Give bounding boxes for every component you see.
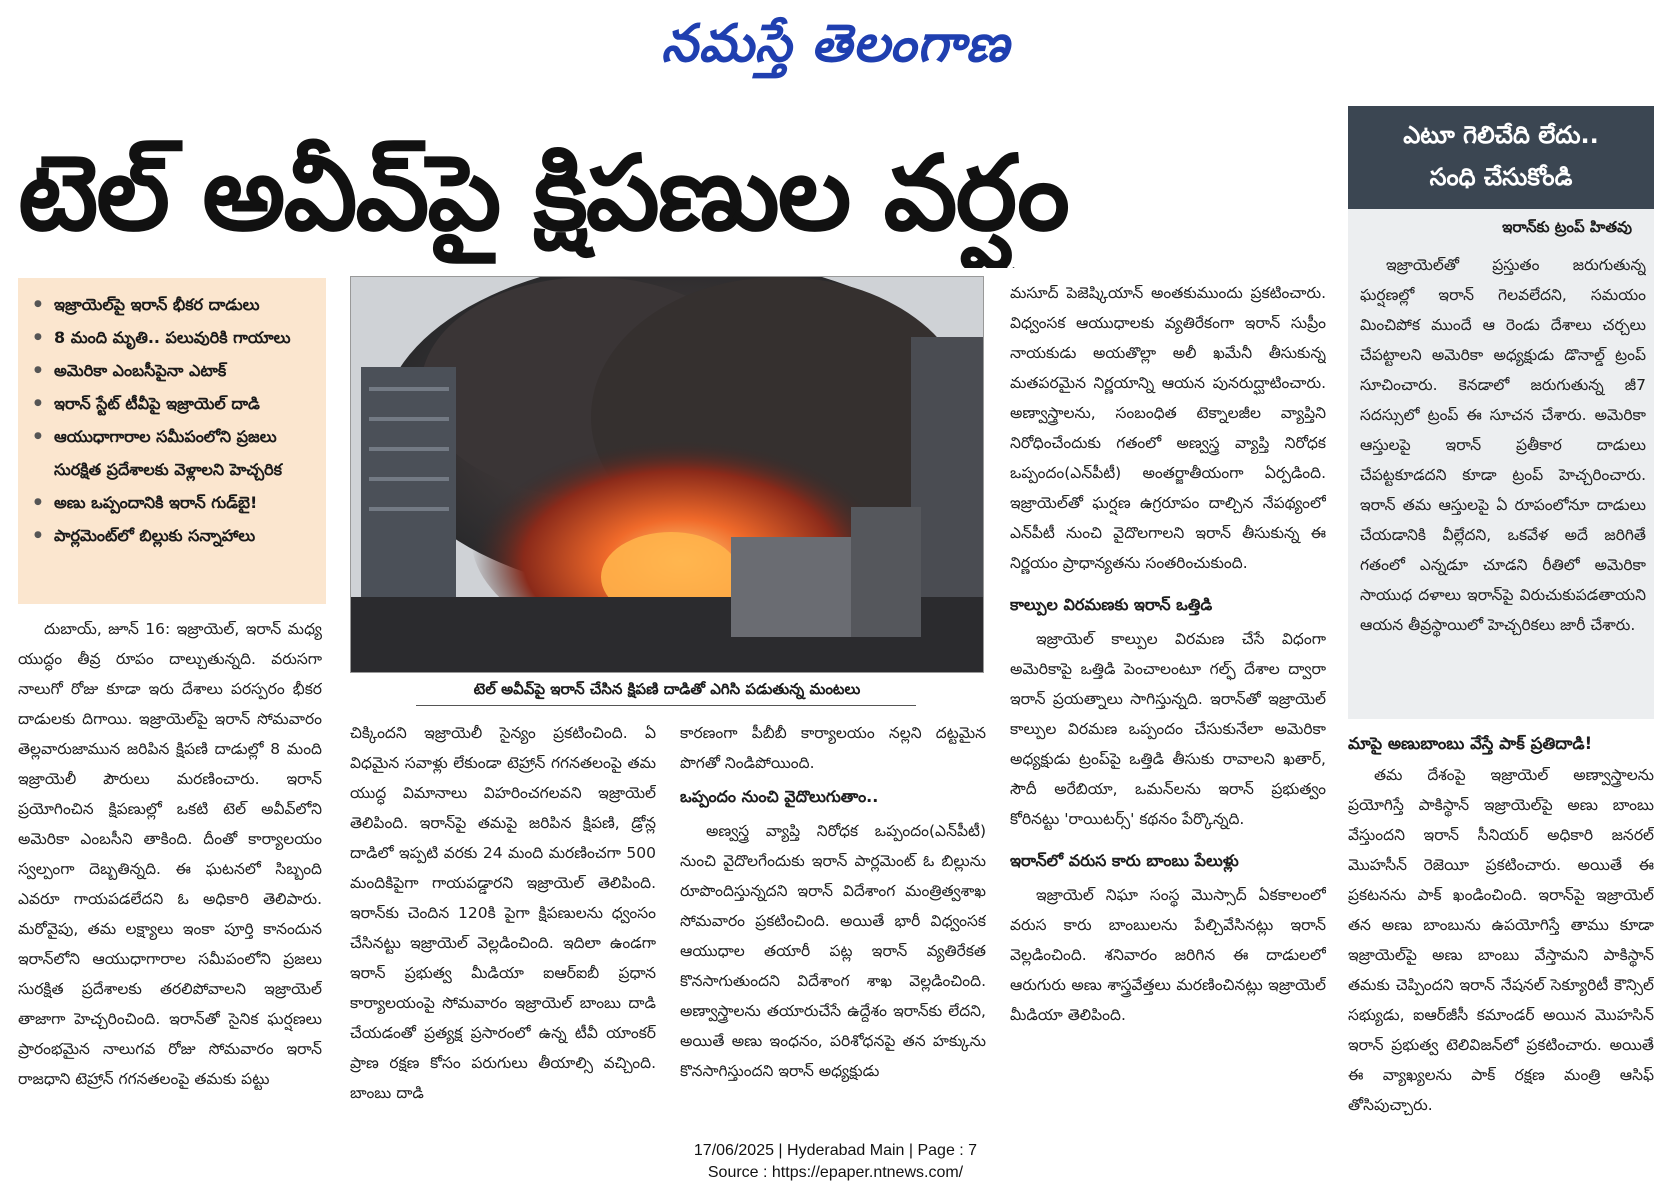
highlights-box xyxy=(18,278,326,604)
article-column-2 xyxy=(350,718,656,1134)
article-paragraph: కారణంగా పీబీబీ కార్యాలయం నల్లని దట్టమైన పొగతో నిండిపోయింది. xyxy=(680,724,986,772)
page-footer xyxy=(0,1140,1671,1184)
article-paragraph: మసూద్ పెజెష్కియాన్ అంతకుముందు ప్రకటించారు. విధ్వంసక ఆయుధాలకు వ్యతిరేకంగా ఇరాన్ సుప్రీం నాయకుడు అయతొల్లా అలీ ఖమేనీ తీసుకున్న మతపరమైన నిర్ణయాన్ని ఆయన పునరుద్ఘాటించారు. అణ్వాస్త్రాలను, సంబంధిత టెక్నాలజీల వ్యాప్తిని నిరోధించేందుకు గతంలో అణ్వస్త్ర వ్యాప్తి నిరోధక ఒప్పందం(ఎన్‌పీటీ) అంతర్జాతీయంగా ఏర్పడింది. ఇజ్రాయెల్‌తో ఘర్షణ ఉగ్రరూపం దాల్చిన నేపథ్యంలో ఎన్‌పీటీ నుంచి వైదొలగాలని ఇరాన్ తీసుకున్న ఈ నిర్ణయం ప్రాధాన్యతను సంతరించుకుంది. xyxy=(1010,284,1326,572)
sidebar-title-box xyxy=(1348,106,1654,209)
section-subhead: ఇరాన్‌లో వరుస కారు బాంబు పేలుళ్లు xyxy=(1010,851,1239,870)
sidebar-article xyxy=(1360,250,1646,710)
headline: టెల్ అవీవ్‌పై క్షిపణుల వర్షం xyxy=(18,132,1068,254)
highlight-item: ● ఇరాన్ స్టేట్ టీవీపై ఇజ్రాయెల్ దాడి xyxy=(32,387,318,420)
article-column-3 xyxy=(680,718,986,1134)
sidebar-title-line1: ఎటూ గెలిచేది లేదు.. xyxy=(1403,121,1599,149)
article-column-1 xyxy=(18,614,322,1134)
side-story-subhead: మాపై అణుబాంబు వేస్తే పాక్ ప్రతిదాడి! xyxy=(1348,734,1593,753)
photo-caption: టెల్ అవీవ్‌పై ఇరాన్ చేసిన క్షిపణి దాడితో ఎగిసి పడుతున్న మంటలు xyxy=(473,680,861,698)
highlight-item: ● 8 మంది మృతి.. పలువురికి గాయాలు xyxy=(32,321,318,354)
highlight-item: ● అణు ఒప్పందానికి ఇరాన్ గుడ్‌బై! xyxy=(32,486,318,519)
sidebar-title-line2: సంధి చేసుకోండి xyxy=(1429,163,1573,191)
highlight-item: ● అమెరికా ఎంబసీపైనా ఎటాక్ xyxy=(32,354,318,387)
sidebar-subtitle: ఇరాన్‌కు ట్రంప్ హితవు xyxy=(1502,218,1632,236)
section-subhead: ఒప్పందం నుంచి వైదొలుగుతాం.. xyxy=(680,787,879,806)
side-story xyxy=(1348,728,1654,1134)
highlight-item: ● ఆయుధాగారాల సమీపంలోని ప్రజలు సురక్షిత ప్రదేశాలకు వెళ్లాలని హెచ్చరిక xyxy=(32,420,318,486)
highlight-item: ● పార్లమెంట్‌లో బిల్లుకు సన్నాహాలు xyxy=(32,519,318,552)
article-paragraph: దుబాయ్, జూన్ 16: ఇజ్రాయెల్, ఇరాన్ మధ్య యుద్ధం తీవ్ర రూపం దాల్చుతున్నది. వరుసగా నాలుగో రోజు కూడా ఇరు దేశాలు పరస్పరం భీకర దాడులకు దిగాయి. ఇజ్రాయెల్‌పై ఇరాన్ సోమవారం తెల్లవారుజామున జరిపిన క్షిపణి దాడుల్లో 8 మంది ఇజ్రాయెలీ పౌరులు మరణించారు. ఇరాన్ ప్రయోగించిన క్షిపణుల్లో ఒకటి టెల్ అవీవ్‌లోని అమెరికా ఎంబసీని తాకింది. దీంతో కార్యాలయం స్వల్పంగా దెబ్బతిన్నది. ఈ ఘటనలో సిబ్బంది ఎవరూ గాయపడలేదని ఓ అధికారి తెలిపారు. మరోవైపు, తమ లక్ష్యాలు ఇంకా పూర్తి కానందున ఇరాన్‌లోని ఆయుధాగారాల సమీపంలోని ప్రజలు సురక్షిత ప్రదేశాలకు తరలిపోవాలని ఇజ్రాయెల్ తాజాగా హెచ్చరించింది. ఇరాన్‌తో సైనిక ఘర్షణలు ప్రారంభమైన నాలుగవ రోజు సోమవారం ఇరాన్ రాజధాని టెహ్రాన్ గగనతలంపై తమకు పట్టు xyxy=(18,620,322,1088)
footer-source: Source : https://epaper.ntnews.com/ xyxy=(707,1164,964,1181)
section-subhead: కాల్పుల విరమణకు ఇరాన్ ఒత్తిడి xyxy=(1010,595,1213,614)
news-photo-fire xyxy=(350,276,984,673)
caption-divider xyxy=(416,705,916,706)
footer-date-edition: 17/06/2025 | Hyderabad Main | Page : 7 xyxy=(693,1142,978,1159)
masthead-logo: నమస్తే తెలంగాణ xyxy=(661,13,1010,74)
highlight-item: ● ఇజ్రాయెల్‌పై ఇరాన్ భీకర దాడులు xyxy=(32,288,318,321)
article-paragraph: ఇజ్రాయెల్ కాల్పుల విరమణ చేసే విధంగా అమెరికాపై ఒత్తిడి పెంచాలంటూ గల్ఫ్ దేశాల ద్వారా ఇరాన్ ప్రయత్నాలు సాగిస్తున్నది. ఇరాన్‌తో ఇజ్రాయెల్ కాల్పుల విరమణ ఒప్పందం చేసుకునేలా అమెరికా అధ్యక్షుడు ట్రంప్‌పై ఒత్తిడి తీసుకు రావాలని ఖతార్, సౌదీ అరేబియా, ఒమన్‌లను ఇరాన్ ప్రభుత్వం కోరినట్టు 'రాయిటర్స్' కథనం పేర్కొన్నది. xyxy=(1010,630,1326,828)
article-paragraph: ఇజ్రాయెల్ నిఘా సంస్థ మొస్సాద్ ఏకకాలంలో వరుస కారు బాంబులను పేల్చివేసినట్లు ఇరాన్ వెల్లడించింది. శనివారం జరిగిన ఈ దాడులలో ఆరుగురు అణు శాస్త్రవేత్తలు మరణించినట్లు ఇజ్రాయెల్ మీడియా తెలిపింది. xyxy=(1010,886,1326,1024)
sidebar-paragraph: ఇజ్రాయెల్‌తో ప్రస్తుతం జరుగుతున్న ఘర్షణల్లో ఇరాన్ గెలవలేదని, సమయం మించిపోక ముందే ఆ రెండు దేశాలు చర్చలు చేపట్టాలని అమెరికా అధ్యక్షుడు డొనాల్డ్ ట్రంప్ సూచించారు. కెనడాలో జరుగుతున్న జీ7 సదస్సులో ట్రంప్ ఈ సూచన చేశారు. అమెరికా ఆస్తులపై ఇరాన్ ప్రతీకార దాడులు చేపట్టకూడదని కూడా ట్రంప్ హెచ్చరించారు. ఇరాన్ తమ ఆస్తులపై ఏ రూపంలోనూ దాడులు చేయడానికి వీల్లేదని, ఒకవేళ అదే జరిగితే గతంలో ఎన్నడూ చూడని రీతిలో అమెరికా సాయుధ దళాలు ఇరాన్‌పై విరుచుకుపడతాయని ఆయన తీవ్రస్థాయిలో హెచ్చరికలు జారీ చేశారు. xyxy=(1360,256,1646,634)
article-column-4 xyxy=(1010,278,1326,1134)
fire-smoke-illustration xyxy=(351,277,984,673)
article-paragraph: అణ్వస్త్ర వ్యాప్తి నిరోధక ఒప్పందం(ఎన్‌పీటీ) నుంచి వైదొలగేందుకు ఇరాన్ పార్లమెంట్ ఓ బిల్లును రూపొందిస్తున్నదని ఇరాన్ విదేశాంగ మంత్రిత్వశాఖ సోమవారం ప్రకటించింది. అయితే భారీ విధ్వంసక ఆయుధాల తయారీ పట్ల ఇరాన్ వ్యతిరేకత కొనసాగుతుందని విదేశాంగ శాఖ వెల్లడించింది. అణ్వాస్త్రాలను తయారుచేసే ఉద్దేశం ఇరాన్‌కు లేదని, అయితే అణు ఇంధనం, పరిశోధనపై తన హక్కును కొనసాగిస్తుందని ఇరాన్ అధ్యక్షుడు xyxy=(680,822,986,1080)
article-paragraph: చిక్కిందని ఇజ్రాయెలీ సైన్యం ప్రకటించింది. ఏ విధమైన సవాళ్లు లేకుండా టెహ్రాన్ గగనతలంపై తమ యుద్ధ విమానాలు విహరించగలవని ఇజ్రాయెల్ తెలిపింది. ఇరాన్‌పై తమపై జరిపిన క్షిపణి, డ్రోన్ల దాడిలో ఇప్పటి వరకు 24 మంది మరణించగా 500 మందికిపైగా గాయపడ్డారని ఇజ్రాయెల్ తెలిపింది. ఇరాన్‌కు చెందిన 120కి పైగా క్షిపణులను ధ్వంసం చేసినట్టు ఇజ్రాయెల్ వెల్లడించింది. ఇదిలా ఉండగా ఇరాన్ ప్రభుత్వ మీడియా ఐఆర్‌ఐబీ ప్రధాన కార్యాలయంపై సోమవారం ఇజ్రాయెల్ బాంబు దాడి చేయడంతో ప్రత్యక్ష ప్రసారంలో ఉన్న టీవీ యాంకర్ ప్రాణ రక్షణ కోసం పరుగులు తీయాల్సి వచ్చింది. బాంబు దాడి xyxy=(350,724,656,1102)
side-story-paragraph: తమ దేశంపై ఇజ్రాయెల్ అణ్వాస్త్రాలను ప్రయోగిస్తే పాకిస్థాన్ ఇజ్రాయెల్‌పై అణు బాంబు వేస్తుందని ఇరాన్ సీనియర్ అధికారి జనరల్ మొహసీన్ రెజెయీ ప్రకటించారు. అయితే ఈ ప్రకటనను పాక్ ఖండించింది. ఇరాన్‌పై ఇజ్రాయెల్ తన అణు బాంబును ఉపయోగిస్తే తాము కూడా ఇజ్రాయెల్‌పై అణు బాంబు వేస్తామని పాకిస్థాన్ తమకు చెప్పిందని ఇరాన్ నేషనల్ సెక్యూరిటీ కౌన్సిల్ సభ్యుడు, ఐఆర్‌జీసీ కమాండర్ అయిన మొహసిన్ ఇరాన్ ప్రభుత్వ టెలివిజన్‌లో ప్రకటించారు. అయితే ఈ వ్యాఖ్యలను పాక్ రక్షణ మంత్రి ఆసిఫ్ తోసిపుచ్చారు. xyxy=(1348,766,1654,1114)
